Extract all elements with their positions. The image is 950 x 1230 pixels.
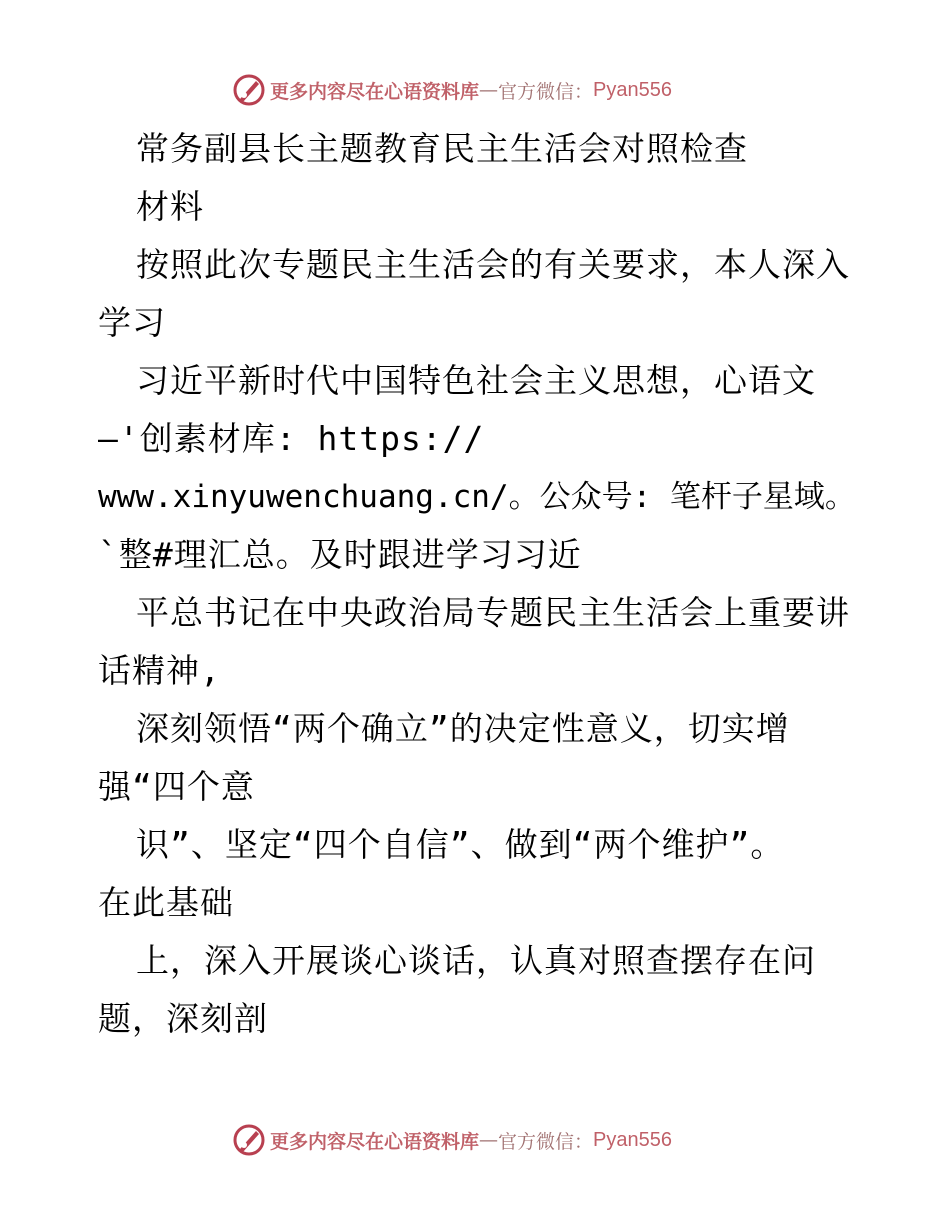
watermark-wechat-id: Pyan556 (593, 78, 672, 101)
watermark-separator: — (479, 1129, 499, 1151)
doc-line: `整#理汇总。及时跟进学习习近 (98, 535, 582, 574)
doc-line: —'创素材库: https:// (98, 419, 485, 458)
doc-line: 深刻领悟“两个确立”的决定性意义，切实增 (136, 709, 790, 748)
doc-line: 按照此次专题民主生活会的有关要求，本人深入 (136, 245, 850, 284)
doc-line-title-2: 材料 (136, 187, 204, 226)
watermark-wechat-label: 官方微信： (498, 80, 594, 103)
doc-line: 上，深入开展谈心谈话，认真对照查摆存在问 (136, 941, 816, 980)
watermark-site-text: 更多内容尽在心语资料库 (270, 1130, 480, 1153)
doc-line: 强“四个意 (98, 767, 255, 806)
doc-line: 在此基础 (98, 883, 234, 922)
doc-line-title: 常务副县长主题教育民主生活会对照检查 (136, 129, 748, 168)
doc-line: 平总书记在中央政治局专题民主生活会上重要讲 (136, 593, 850, 632)
doc-line: 话精神, (98, 651, 221, 690)
watermark-wechat-label: 官方微信： (498, 1130, 594, 1153)
doc-line: 学习 (98, 303, 166, 342)
watermark-wechat-id: Pyan556 (593, 1128, 672, 1151)
doc-line: 习近平新时代中国特色社会主义思想，心语文 (136, 361, 816, 400)
header-watermark (232, 72, 672, 108)
watermark-separator: — (479, 79, 499, 101)
doc-line: 题，深刻剖 (98, 999, 268, 1038)
doc-line: 识”、坚定“四个自信”、做到“两个维护”。 (136, 825, 785, 864)
watermark-site-text: 更多内容尽在心语资料库 (270, 80, 480, 103)
pen-circle-icon (232, 1123, 266, 1157)
doc-line: www.xinyuwenchuang.cn/。公众号: 笔杆子星域。 (98, 479, 856, 515)
pen-circle-icon (232, 73, 266, 107)
footer-watermark (232, 1122, 672, 1158)
